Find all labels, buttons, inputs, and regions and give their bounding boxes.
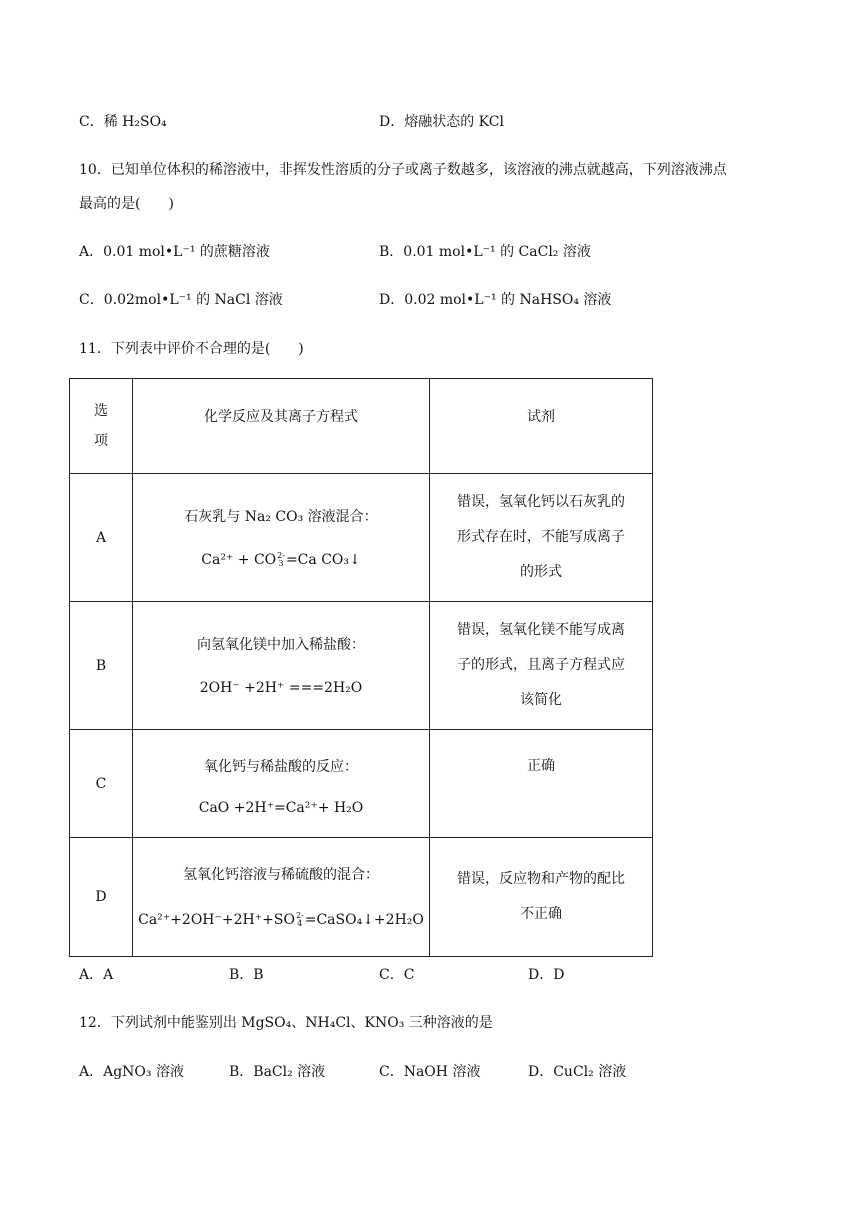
row-c-label: C <box>70 730 133 838</box>
row-d-eq-sup: 2- <box>295 911 304 920</box>
q10-option-b: B．0.01 mol•L⁻¹ 的 CaCl₂ 溶液 <box>379 244 591 260</box>
row-b-desc: 向氢氧化镁中加入稀盐酸： <box>197 636 365 653</box>
q11-option-a: A．A <box>79 967 114 983</box>
q11-option-c: C．C <box>379 967 415 983</box>
q12-option-a: A．AgNO₃ 溶液 <box>79 1064 184 1080</box>
row-c-reason <box>430 730 653 838</box>
row-d-reason-line2: 不正确 <box>520 906 562 922</box>
row-a-reaction <box>133 474 430 602</box>
q10-option-c: C．0.02mol•L⁻¹ 的 NaCl 溶液 <box>79 292 283 308</box>
row-d-desc: 氢氧化钙溶液与稀硫酸的混合： <box>183 867 379 883</box>
q11-stem: 11．下列表中评价不合理的是( ) <box>79 341 304 357</box>
table-row <box>70 602 653 730</box>
row-d-reason-line1: 错误，反应物和产物的配比 <box>457 871 625 887</box>
header-option-char1: 选 <box>94 403 108 419</box>
row-d-equation <box>133 912 429 928</box>
q12-option-c: C．NaOH 溶液 <box>379 1064 481 1080</box>
row-b-reaction <box>133 602 430 730</box>
row-d-eq-frac <box>296 912 304 928</box>
table-row <box>70 838 653 957</box>
row-d-eq-post: =CaSO₄↓+2H₂O <box>304 912 424 928</box>
q10-option-d: D．0.02 mol•L⁻¹ 的 NaHSO₄ 溶液 <box>379 292 612 308</box>
q11-option-b: B．B <box>229 967 264 983</box>
header-reagent-label: 试剂 <box>527 409 555 425</box>
row-d-eq-pre: Ca²⁺+2OH⁻+2H⁺+SO <box>138 912 295 928</box>
row-b-reason-line1: 错误，氢氧化镁不能写成离 <box>457 622 625 638</box>
row-a-reason-line3: 的形式 <box>520 564 562 580</box>
row-a-eq-post: =Ca CO₃↓ <box>285 551 361 568</box>
row-a-reason-line1: 错误，氢氧化钙以石灰乳的 <box>457 494 625 510</box>
header-option <box>70 379 133 474</box>
row-a-equation <box>133 552 429 568</box>
header-reaction <box>133 379 430 474</box>
table-row <box>70 474 653 602</box>
q10-option-a: A．0.01 mol•L⁻¹ 的蔗糖溶液 <box>79 244 270 260</box>
row-d-reaction <box>133 838 430 957</box>
row-b-equation: 2OH⁻ +2H⁺ ===2H₂O <box>199 679 363 696</box>
q9-option-d: D．熔融状态的 KCl <box>379 114 504 130</box>
row-a-eq-sub: 3 <box>278 558 284 568</box>
q12-option-b: B．BaCl₂ 溶液 <box>229 1064 326 1080</box>
header-reaction-label: 化学反应及其离子方程式 <box>204 409 358 425</box>
table-row <box>70 730 653 838</box>
row-a-eq-sup: 2- <box>277 550 285 560</box>
q11-option-d: D．D <box>528 967 565 983</box>
q9-option-c: C．稀 H₂SO₄ <box>79 114 167 130</box>
row-a-label: A <box>70 474 133 602</box>
header-reagent <box>430 379 653 474</box>
row-a-eq-pre: Ca²⁺ + CO <box>201 551 277 568</box>
row-c-equation: CaO +2H⁺=Ca²⁺+ H₂O <box>198 799 364 816</box>
row-b-reason <box>430 602 653 730</box>
q11-table <box>69 378 653 957</box>
q12-option-d: D．CuCl₂ 溶液 <box>528 1064 627 1080</box>
row-a-reason-line2: 形式存在时，不能写成离子 <box>457 529 625 545</box>
row-b-reason-line2: 子的形式，且离子方程式应 <box>457 657 625 673</box>
q10-stem-line2: 最高的是( ) <box>79 196 174 212</box>
q12-stem: 12．下列试剂中能鉴别出 MgSO₄、NH₄Cl、KNO₃ 三种溶液的是 <box>79 1015 493 1031</box>
header-option-char2: 项 <box>94 433 108 449</box>
q10-stem-line1: 10．已知单位体积的稀溶液中，非挥发性溶质的分子或离子数越多，该溶液的沸点就越高，下列溶液沸点 <box>79 162 727 178</box>
table-header-row <box>70 379 653 474</box>
row-d-reason <box>430 838 653 957</box>
row-c-reaction <box>133 730 430 838</box>
row-b-label: B <box>70 602 133 730</box>
row-c-desc: 氧化钙与稀盐酸的反应： <box>204 758 358 775</box>
row-a-reason <box>430 474 653 602</box>
row-c-reason-line1: 正确 <box>527 758 555 774</box>
row-a-desc: 石灰乳与 Na₂ CO₃ 溶液混合： <box>184 508 378 525</box>
row-a-eq-frac <box>277 552 285 568</box>
row-d-eq-sub: 4 <box>297 919 303 928</box>
row-d-label: D <box>70 838 133 957</box>
row-b-reason-line3: 该简化 <box>520 692 562 708</box>
